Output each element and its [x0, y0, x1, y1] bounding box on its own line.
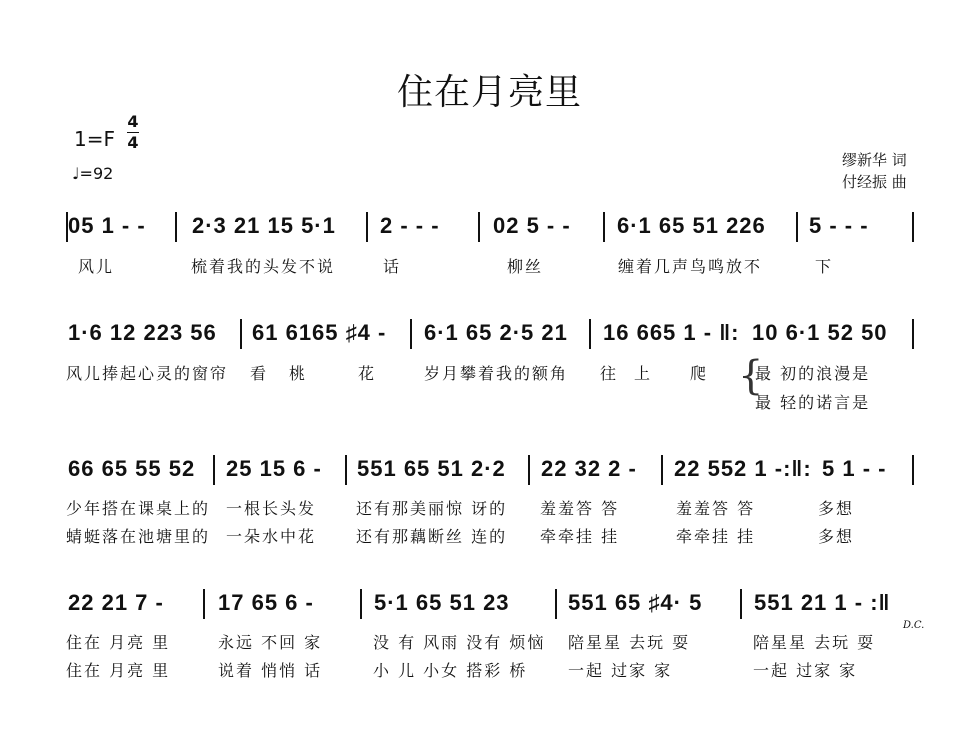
barline: [213, 455, 215, 485]
lyric: 最 初的浪漫是: [755, 364, 871, 383]
barline: [912, 455, 914, 485]
barline: [175, 212, 177, 242]
lyric: 羞羞答 答: [540, 499, 620, 518]
lyric: 小 儿 小女 搭彩 桥: [373, 661, 528, 680]
barline: [796, 212, 798, 242]
lyric: 桃: [289, 364, 308, 383]
lyric: 风儿: [78, 257, 115, 276]
lyric: 永远 不回 家: [218, 633, 323, 652]
lyric: 牵牵挂 挂: [540, 527, 620, 546]
measure: 61 6165 ♯4 -: [252, 320, 387, 345]
barline: [740, 589, 742, 619]
measure: 6·1 65 2·5 21: [424, 320, 568, 345]
lyric: 少年搭在课桌上的: [66, 499, 211, 518]
barline: [912, 319, 914, 349]
barline: [528, 455, 530, 485]
barline: [360, 589, 362, 619]
lyric: 最 轻的诺言是: [755, 393, 871, 412]
measure: 02 5 - -: [493, 213, 571, 238]
lyric: 缠着几声鸟鸣放不: [618, 257, 763, 276]
measure: 2·3 21 15 5·1: [192, 213, 336, 238]
measure: 22 21 7 -: [68, 590, 164, 615]
lyric: 羞羞答 答: [676, 499, 756, 518]
measure: 551 65 ♯4· 5: [568, 590, 703, 615]
measure: 25 15 6 -: [226, 456, 322, 481]
key-signature: 1=F: [74, 127, 115, 151]
barline: [345, 455, 347, 485]
lyric: 一根长头发: [226, 499, 317, 518]
lyric: 住在 月亮 里: [66, 633, 171, 652]
lyric: 多想: [818, 499, 855, 518]
song-title: 住在月亮里: [396, 72, 582, 113]
composer-credit: 付经振 曲: [842, 173, 907, 191]
barline: [366, 212, 368, 242]
lyric: 话: [383, 257, 402, 276]
barline: [912, 212, 914, 242]
lyric: 一朵水中花: [226, 527, 317, 546]
lyric: 看: [250, 364, 269, 383]
lyric: 岁月攀着我的额角: [424, 364, 569, 383]
measure: 1·6 12 223 56: [68, 320, 217, 345]
barline: [555, 589, 557, 619]
barline: [203, 589, 205, 619]
measure: 551 65 51 2·2: [357, 456, 506, 481]
measure: 5 1 - -: [822, 456, 887, 481]
lyric: 花: [358, 364, 377, 383]
time-sig-bottom: 4: [127, 133, 139, 152]
time-sig-top: 4: [127, 112, 139, 131]
dc-marking: D.C.: [903, 620, 925, 631]
measure: 5 - - -: [809, 213, 869, 238]
lyric: 爬: [690, 364, 709, 383]
measure: 05 1 - -: [68, 213, 146, 238]
lyric: 上: [634, 364, 653, 383]
tempo-marking: ♩=92: [72, 164, 114, 183]
barline: [240, 319, 242, 349]
measure: 16 665 1 - ‖:: [603, 320, 740, 345]
barline: [478, 212, 480, 242]
measure: 6·1 65 51 226: [617, 213, 766, 238]
lyricist-credit: 缪新华 词: [842, 151, 907, 169]
barline: [589, 319, 591, 349]
lyric: 一起 过家 家: [753, 661, 858, 680]
lyric: 还有那藕断丝 连的: [356, 527, 508, 546]
lyric: 蜻蜓落在池塘里的: [66, 527, 211, 546]
verse-brace: {: [738, 353, 764, 399]
measure: 10 6·1 52 50: [752, 320, 888, 345]
lyric: 一起 过家 家: [568, 661, 673, 680]
lyric: 梳着我的头发不说: [191, 257, 336, 276]
barline: [410, 319, 412, 349]
barline: [661, 455, 663, 485]
lyric: 下: [815, 257, 834, 276]
barline: [603, 212, 605, 242]
measure: 5·1 65 51 23: [374, 590, 510, 615]
lyric: 陪星星 去玩 耍: [753, 633, 876, 652]
lyric: 往: [600, 364, 619, 383]
measure: 22 552 1 -:‖:: [674, 456, 812, 481]
lyric: 没 有 风雨 没有 烦恼: [373, 633, 546, 652]
lyric: 说着 悄悄 话: [218, 661, 323, 680]
measure: 22 32 2 -: [541, 456, 637, 481]
measure: 551 21 1 - :‖: [754, 590, 891, 615]
measure: 66 65 55 52: [68, 456, 196, 481]
measure: 17 65 6 -: [218, 590, 314, 615]
time-signature: [127, 113, 139, 152]
lyric: 风儿捧起心灵的窗帘: [66, 364, 229, 383]
lyric: 多想: [818, 527, 855, 546]
measure: 2 - - -: [380, 213, 440, 238]
lyric: 柳丝: [507, 257, 544, 276]
lyric: 住在 月亮 里: [66, 661, 171, 680]
lyric: 陪星星 去玩 耍: [568, 633, 691, 652]
lyric: 还有那美丽惊 讶的: [356, 499, 508, 518]
lyric: 牵牵挂 挂: [676, 527, 756, 546]
